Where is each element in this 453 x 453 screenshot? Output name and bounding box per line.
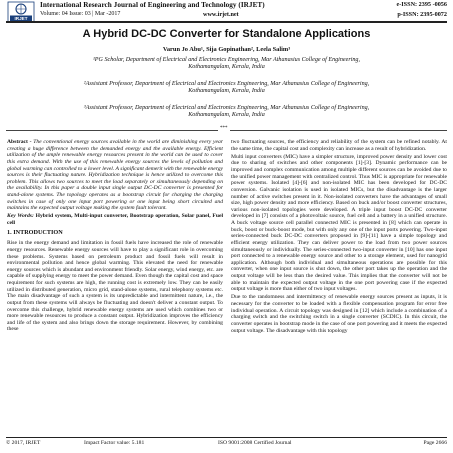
affiliation-3-line-1: ³Assistant Professor, Department of Electrical and Electronics Engineering, Mar Athanasius College of Engineering, bbox=[83, 105, 370, 111]
irjet-logo-icon bbox=[7, 1, 35, 23]
affiliation-3 bbox=[0, 105, 453, 119]
journal-website: www.irjet.net bbox=[203, 11, 239, 18]
journal-title: International Research Journal of Engineering and Technology (IRJET) bbox=[40, 1, 265, 9]
affiliation-1-line-1: ¹PG Scholar, Department of Electrical and Electronics Engineering, Mar Athanasius College of Engineering, bbox=[92, 57, 361, 63]
e-issn: e-ISSN: 2395 -0056 bbox=[396, 1, 447, 8]
affiliation-1 bbox=[0, 57, 453, 71]
p-issn: p-ISSN: 2395-0072 bbox=[397, 11, 447, 18]
footer-copyright: © 2017, IRJET bbox=[6, 440, 41, 446]
keywords-text: Hybrid system, Multi-input converter, Bootstrap operation, Solar panel, Fuel cell bbox=[7, 213, 224, 226]
introduction-heading: 1. INTRODUCTION bbox=[7, 228, 63, 236]
header-rule bbox=[6, 21, 447, 23]
separator-stars: *** bbox=[220, 126, 228, 131]
footer-page: Page 2666 bbox=[423, 440, 447, 446]
abstract bbox=[7, 139, 223, 212]
svg-text:IRJET: IRJET bbox=[14, 16, 28, 21]
abstract-text: The conventional energy sources available in the world are diminishing every year creating a huge difference between the demanded energy and the available energy. Efficient utilization of the ample renewable energy resources present in the world can be used to cover this extra demand. With the use of this renewable energy sources the levels of pollution and global warming can controlled to a lower level. A significant demerit with the renewable energy sources is their fluctuating nature. Hybridization technique is hence utilized to overcome this problem. This allows two sources to meet the load separately or simultaneously depending on the availability. In this paper a double input single output DC-DC converter is presented for stand-alone systems. The topology operates as a bootstrap circuit for charging the charging switches in case of only one input port powering or one input being short circuited and maintains the expected output voltage making the system fault tolerant. bbox=[7, 139, 223, 212]
introduction-paragraph-1: Rise in the energy demand and limitation in fossil fuels have increased the role of renewable energy resources. Renewable energy sources will have to play a significant role in overcoming these problems. Systems based on petroleum product and fossil fuels will result in environmental pollution and hence global warming. This elevated the need for renewable energy sources which is abundant and environment friendly. Solar energy, wind energy, etc. are capable of supplying energy to meet the power demand. Even though the capital cost and space requirement for such systems are high, the running cost is extremely low. They can be easily utilized in distributed generation, micro grid, stand-alone systems, rural telephony systems etc. The main disadvantage of such a system is its unpredictable and intermittent nature, i.e., the output from these systems will always be fluctuating and doesn't deliver a constant output. To overcome this challenge, hybrid renewable energy systems are used which combines two or more renewable resources to produce a constant output. Hybridization improves the efficiency and life of the system and also brings down the storage requirement. However, by combining these bbox=[7, 240, 223, 333]
keywords-label: Key Words: bbox=[7, 213, 34, 220]
footer-rule bbox=[6, 437, 447, 438]
authors: Varun Jo Abu¹, Sija Gopinathan², Leela Salim³ bbox=[162, 46, 291, 53]
affiliation-1-line-2: Kothamangalam, Kerala, India bbox=[188, 64, 265, 71]
right-column bbox=[231, 139, 447, 336]
paper-title: A Hybrid DC-DC Converter for Standalone Applications bbox=[82, 28, 371, 40]
right-paragraph-1: two fluctuating sources, the efficiency and reliability of the system can be refined notably. At the same time, the capital cost and complexity can increase as a result of hybridization. bbox=[231, 139, 447, 152]
affiliation-3-line-2: Kothamangalam, Kerala, India bbox=[188, 112, 265, 119]
journal-volume: Volume: 04 Issue: 03 | Mar -2017 bbox=[40, 11, 121, 17]
section-separator bbox=[6, 126, 447, 135]
affiliation-2-line-2: Kothamangalam, Kerala, India bbox=[188, 88, 265, 95]
right-paragraph-2: Multi input converters (MIC) have a simpler structure, improved power density and lower cost due to sharing of switches and other components [1]-[3]. Dynamic performance can be improved and complex communication among multiple different sources can be avoided due to the unified power management with centralized control. Thus MIC is appropriate for renewable power systems. Isolated [4]-[6] and non-isolated MIC has been developed for DC-DC conversion. Galvanic isolation is used in isolated MICs, but the disadvantage is the larger number of active switches present in it. Non-isolated converters have the advantages of small size, high power density and more efficiency. Based on buck and/or boost converter structures, various non-isolated topologies were developed. A triple input boost DC-DC converter developed in [7] consists of a photovoltaic source, fuel cell and a battery in a unified structure. A buck voltage source cell parallel connected MIC is presented in [8] which can operate in buck, boost or buck-boost mode, but with only any one of the input ports powering. Two-input series-connected buck DC-DC converters proposed in [9]-[11] have a simple topology and efficient energy utilization. They can deliver power to the load from two power sources simultaneously or individually. The series-connected two-input converter in [10] has one input port connected to a renewable energy source and other to a storage element, used for nanogrid application. Although both individual and simultaneous operations are possible for this converter, when one input source is shut down, the other port takes up the operation and the output voltage will be less than the desired value. This implies that the converter will not be able to maintain the expected output voltage in the one port powering case if the expected output voltage is more than either of two input voltages. bbox=[231, 153, 447, 293]
footer-iso: ISO 9001:2008 Certified Journal bbox=[218, 440, 292, 446]
affiliation-2-line-1: ²Assistant Professor, Department of Electrical and Electronics Engineering, Mar Athanasius College of Engineering, bbox=[83, 81, 370, 87]
abstract-label: Abstract - bbox=[7, 139, 32, 145]
journal-header bbox=[0, 0, 453, 24]
keywords bbox=[7, 213, 223, 226]
right-paragraph-3: Due to the randomness and intermittency of renewable energy sources present as inputs, it is necessary for the converter to be loaded with a flexible compensation program for error free individual operation. A circuit topology was designed in [12] which include a combination of a charging switch and the switching switch in a single converter (SCDIC). In this circuit, the converter operates in bootstrap mode in the case of one port powering and it meets the expected output voltage. The disadvantage with this topology bbox=[231, 294, 447, 334]
affiliation-2 bbox=[0, 81, 453, 95]
left-column bbox=[7, 139, 223, 335]
footer-impact-factor: Impact Factor value: 5.181 bbox=[84, 440, 145, 446]
